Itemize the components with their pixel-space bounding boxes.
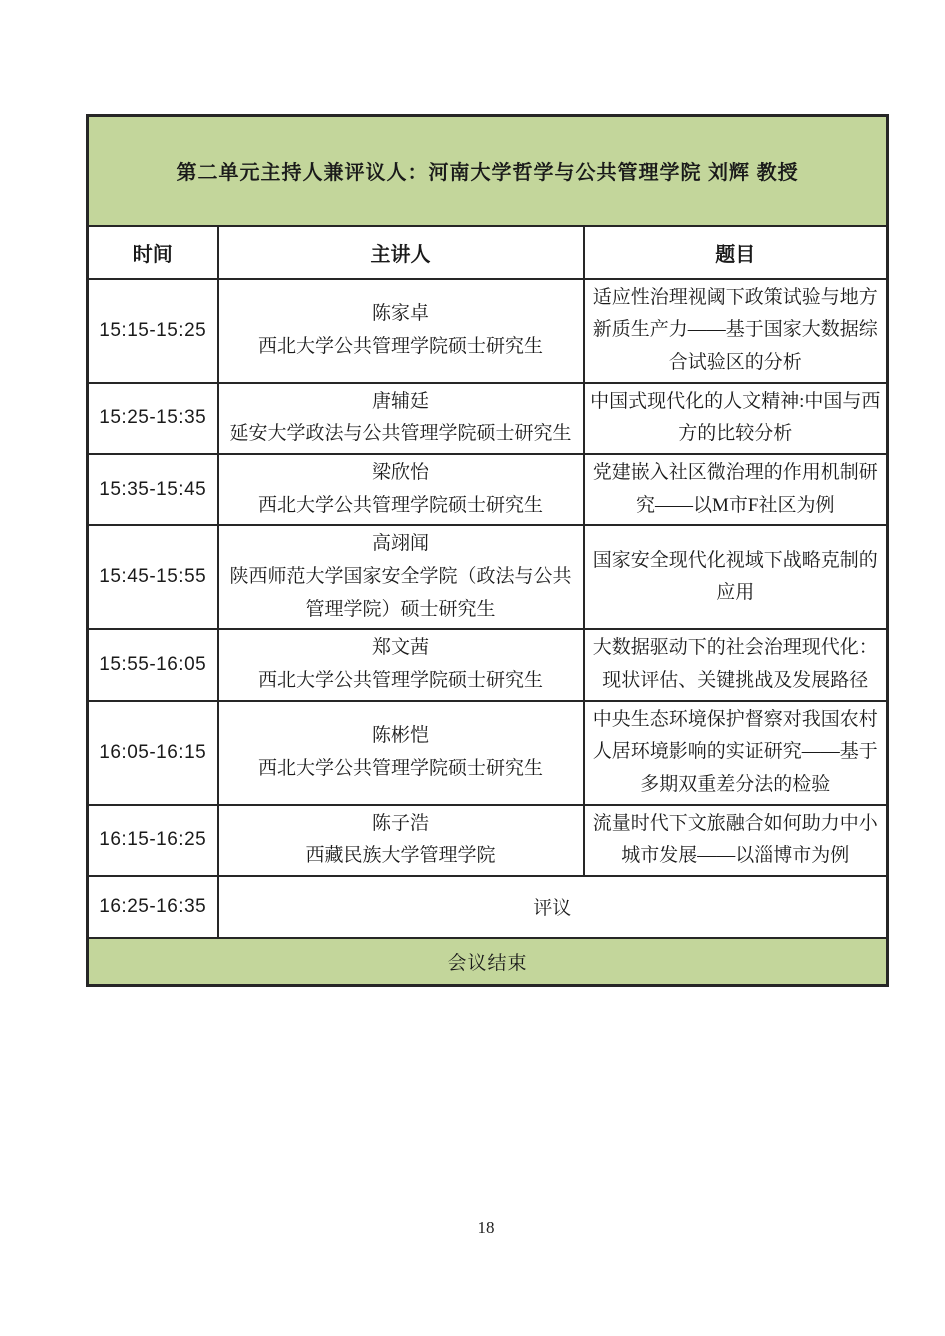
time-cell: 16:15-16:25	[88, 805, 218, 876]
topic-cell: 中国式现代化的人文精神:中国与西方的比较分析	[584, 383, 888, 454]
speaker-affiliation: 西北大学公共管理学院硕士研究生	[257, 335, 543, 357]
meeting-end-banner: 会议结束	[88, 938, 888, 986]
speaker-name: 陈彬恺	[371, 724, 429, 746]
session-banner-row	[88, 116, 888, 226]
topic-cell: 大数据驱动下的社会治理现代化：现状评估、关键挑战及发展路径	[584, 629, 888, 700]
speaker-cell	[218, 701, 584, 805]
table-row	[88, 279, 888, 383]
speaker-affiliation: 延安大学政法与公共管理学院硕士研究生	[229, 423, 572, 445]
topic-cell: 适应性治理视阈下政策试验与地方新质生产力——基于国家大数据综合试验区的分析	[584, 279, 888, 383]
time-cell: 15:55-16:05	[88, 629, 218, 700]
speaker-name: 陈子浩	[371, 812, 429, 834]
speaker-name: 郑文茜	[371, 637, 429, 659]
column-header-speaker: 主讲人	[218, 226, 584, 279]
speaker-affiliation: 陕西师范大学国家安全学院（政法与公共管理学院）硕士研究生	[229, 565, 572, 620]
topic-cell: 中央生态环境保护督察对我国农村人居环境影响的实证研究——基于多期双重差分法的检验	[584, 701, 888, 805]
speaker-cell	[218, 629, 584, 700]
speaker-affiliation: 西北大学公共管理学院硕士研究生	[257, 494, 543, 516]
table-row	[88, 805, 888, 876]
time-cell: 15:15-15:25	[88, 279, 218, 383]
speaker-cell	[218, 525, 584, 629]
topic-cell: 党建嵌入社区微治理的作用机制研究——以M市F社区为例	[584, 454, 888, 525]
speaker-cell	[218, 279, 584, 383]
review-row	[88, 876, 888, 938]
time-cell: 16:25-16:35	[88, 876, 218, 938]
table-row	[88, 701, 888, 805]
speaker-affiliation: 西藏民族大学管理学院	[305, 845, 496, 867]
topic-cell: 国家安全现代化视域下战略克制的应用	[584, 525, 888, 629]
column-header-row	[88, 226, 888, 279]
footer-banner-row	[88, 938, 888, 986]
speaker-cell	[218, 454, 584, 525]
speaker-name: 梁欣怡	[371, 461, 429, 483]
column-header-time: 时间	[88, 226, 218, 279]
table-row	[88, 383, 888, 454]
speaker-affiliation: 西北大学公共管理学院硕士研究生	[257, 757, 543, 779]
time-cell: 16:05-16:15	[88, 701, 218, 805]
speaker-name: 唐辅廷	[371, 390, 429, 412]
time-cell: 15:35-15:45	[88, 454, 218, 525]
table-row	[88, 454, 888, 525]
program-table	[86, 114, 889, 987]
time-cell: 15:25-15:35	[88, 383, 218, 454]
column-header-topic: 题目	[584, 226, 888, 279]
session-banner-title: 第二单元主持人兼评议人：河南大学哲学与公共管理学院 刘辉 教授	[88, 116, 888, 226]
speaker-name: 高翊闻	[371, 533, 429, 555]
table-row	[88, 525, 888, 629]
page-number: 18	[477, 1218, 495, 1237]
speaker-affiliation: 西北大学公共管理学院硕士研究生	[257, 669, 543, 691]
speaker-name: 陈家卓	[371, 302, 429, 324]
review-label: 评议	[218, 876, 888, 938]
speaker-cell	[218, 805, 584, 876]
speaker-cell	[218, 383, 584, 454]
time-cell: 15:45-15:55	[88, 525, 218, 629]
table-row	[88, 629, 888, 700]
topic-cell: 流量时代下文旅融合如何助力中小城市发展——以淄博市为例	[584, 805, 888, 876]
